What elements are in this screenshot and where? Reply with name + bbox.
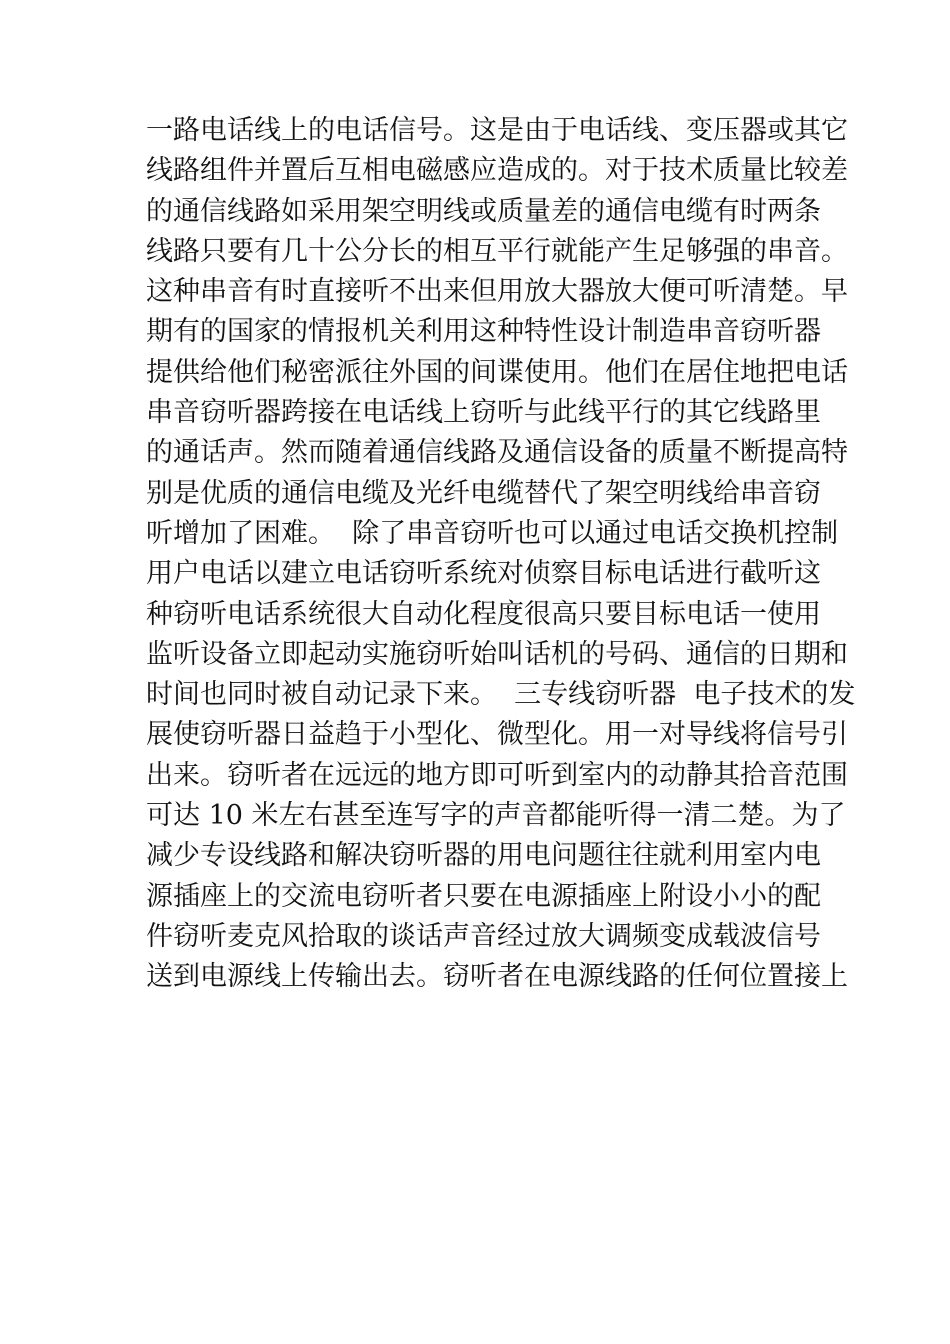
text-line: 听增加了困难。 除了串音窃听也可以通过电话交换机控制	[146, 517, 839, 549]
text-line: 送到电源线上传输出去。窃听者在电源线路的任何位置接上	[146, 961, 848, 993]
text-line: 线路组件并置后互相电磁感应造成的。对于技术质量比较差	[146, 155, 848, 187]
text-line: 的通信线路如采用架空明线或质量差的通信电缆有时两条	[146, 195, 821, 227]
text-line: 的通话声。然而随着通信线路及通信设备的质量不断提高特	[146, 437, 848, 469]
text-line: 减少专设线路和解决窃听器的用电问题往往就利用室内电	[146, 840, 821, 872]
body-text	[146, 111, 856, 998]
text-line: 提供给他们秘密派往外国的间谍使用。他们在居住地把电话	[146, 356, 848, 388]
text-line: 这种串音有时直接听不出来但用放大器放大便可听清楚。早	[146, 276, 848, 308]
text-line: 期有的国家的情报机关利用这种特性设计制造串音窃听器	[146, 316, 821, 348]
text-line: 一路电话线上的电话信号。这是由于电话线、变压器或其它	[146, 115, 848, 146]
text-line: 展使窃听器日益趋于小型化、微型化。用一对导线将信号引	[146, 719, 848, 751]
text-line: 线路只要有几十公分长的相互平行就能产生足够强的串音。	[146, 235, 848, 267]
text-line: 别是优质的通信电缆及光纤电缆替代了架空明线给串音窃	[146, 477, 821, 509]
text-line: 源插座上的交流电窃听者只要在电源插座上附设小小的配	[146, 880, 821, 912]
text-line: 时间也同时被自动记录下来。 三专线窃听器 电子技术的发	[146, 679, 856, 711]
text-line: 可达 10 米左右甚至连写字的声音都能听得一清二楚。为了	[146, 800, 846, 832]
text-line: 用户电话以建立电话窃听系统对侦察目标电话进行截听这	[146, 558, 821, 590]
text-line: 种窃听电话系统很大自动化程度很高只要目标电话一使用	[146, 598, 821, 630]
text-line: 件窃听麦克风拾取的谈话声音经过放大调频变成载波信号	[146, 920, 821, 952]
text-line: 出来。窃听者在远远的地方即可听到室内的动静其拾音范围	[146, 759, 848, 791]
text-line: 监听设备立即起动实施窃听始叫话机的号码、通信的日期和	[146, 638, 848, 670]
text-line: 串音窃听器跨接在电话线上窃听与此线平行的其它线路里	[146, 397, 821, 429]
